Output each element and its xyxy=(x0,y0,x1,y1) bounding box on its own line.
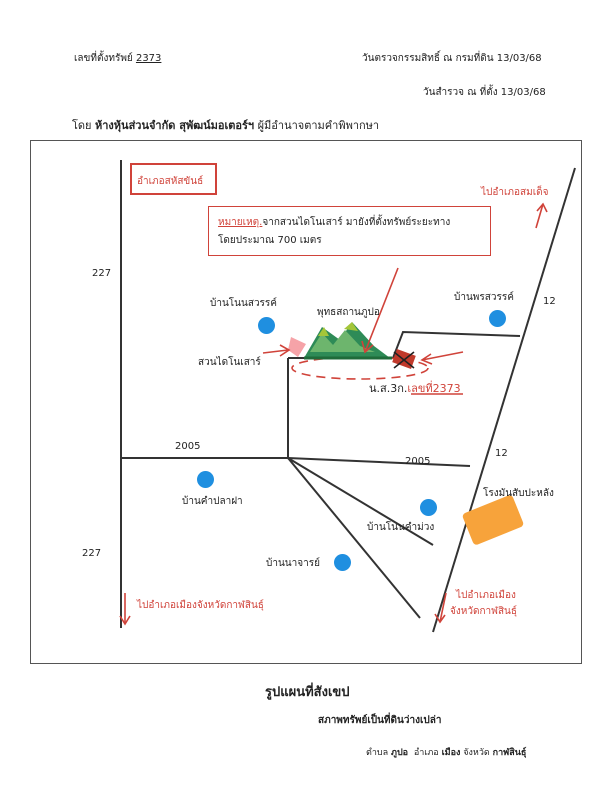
road-227-label-bottom: 227 xyxy=(82,548,102,559)
temple-label: พุทธสถานภูปอ xyxy=(317,307,380,318)
location-line: ตำบล ภูปอ อำเภอ เมือง จังหวัด กาฬสินธุ์ xyxy=(366,748,527,758)
company-name: ห้างหุ้นส่วนจำกัด สุพัฒน์มอเตอร์ฯ xyxy=(95,119,255,132)
to-kalasin-left-label: ไปอำเภอเมืองจังหวัดกาฬสินธุ์ xyxy=(137,600,264,611)
site-survey-date: วันสำรวจ ณ ที่ตั้ง 13/03/68 xyxy=(423,87,546,98)
village-na-chan-label: บ้านนาจารย์ xyxy=(266,558,320,569)
road-12-label-mid: 12 xyxy=(495,448,508,459)
village-non-sawan-label: บ้านโนนสวรรค์ xyxy=(210,298,277,309)
by-suffix: ผู้มีอำนาจตามคำพิพากษา xyxy=(257,119,380,132)
dino-park-icon xyxy=(288,337,306,357)
property-condition: สภาพทรัพย์เป็นที่ดินว่างเปล่า xyxy=(318,715,442,726)
dino-park-label: สวนไดโนเสาร์ xyxy=(198,357,261,368)
mountain-icon xyxy=(304,322,392,358)
cassava-factory-icon xyxy=(462,494,525,546)
district-label: อำเภอสหัสขันธ์ xyxy=(137,176,204,187)
property-number-value: 2373 xyxy=(135,53,162,64)
village-kham-pla-fa-label: บ้านคำปลาฝา xyxy=(182,496,243,507)
note-line-1: หมายเหตุ.จากสวนไดโนเสาร์ มายังที่ตั้งทรัพย์ระยะทาง xyxy=(218,217,451,228)
to-kalasin-right-label-1: ไปอำเภอเมือง xyxy=(456,590,516,601)
road-12-label-top: 12 xyxy=(543,296,556,307)
cassava-factory-label: โรงมันสับปะหลัง xyxy=(483,488,554,499)
village-phon-sawan-icon xyxy=(489,310,506,327)
to-kalasin-right-label-2: จังหวัดกาฬสินธุ์ xyxy=(450,606,517,617)
village-phon-sawan-label: บ้านพรสวรรค์ xyxy=(454,292,514,303)
village-kham-pla-fa-icon xyxy=(197,471,214,488)
property-number-label: เลขที่ตั้งทรัพย์ xyxy=(74,53,133,64)
note-line-2: โดยประมาณ 700 เมตร xyxy=(218,235,322,246)
map-title: รูปแผนที่สังเขป xyxy=(265,685,350,700)
road-227-label-top: 227 xyxy=(92,268,112,279)
land-office-check-date: วันตรวจกรรมสิทธิ์ ณ กรมที่ดิน 13/03/68 xyxy=(362,53,542,64)
village-non-sawan-icon xyxy=(258,317,275,334)
note-label: หมายเหตุ. xyxy=(218,217,263,228)
village-na-chan-icon xyxy=(334,554,351,571)
title-deed-number: เลขที่2373 xyxy=(407,382,461,395)
road-to-kalasin xyxy=(288,458,420,618)
title-deed-label: น.ส.3ก.เลขที่2373 xyxy=(369,382,461,395)
to-somdet-label: ไปอำเภอสมเด็จ xyxy=(481,187,549,198)
by-prefix: โดย xyxy=(72,119,92,132)
village-non-kham-muang-icon xyxy=(420,499,437,516)
road-2005-label-right: 2005 xyxy=(405,456,431,467)
road-2005-label-left: 2005 xyxy=(175,441,201,452)
village-non-kham-muang-label: บ้านโนนคำม่วง xyxy=(367,522,435,533)
